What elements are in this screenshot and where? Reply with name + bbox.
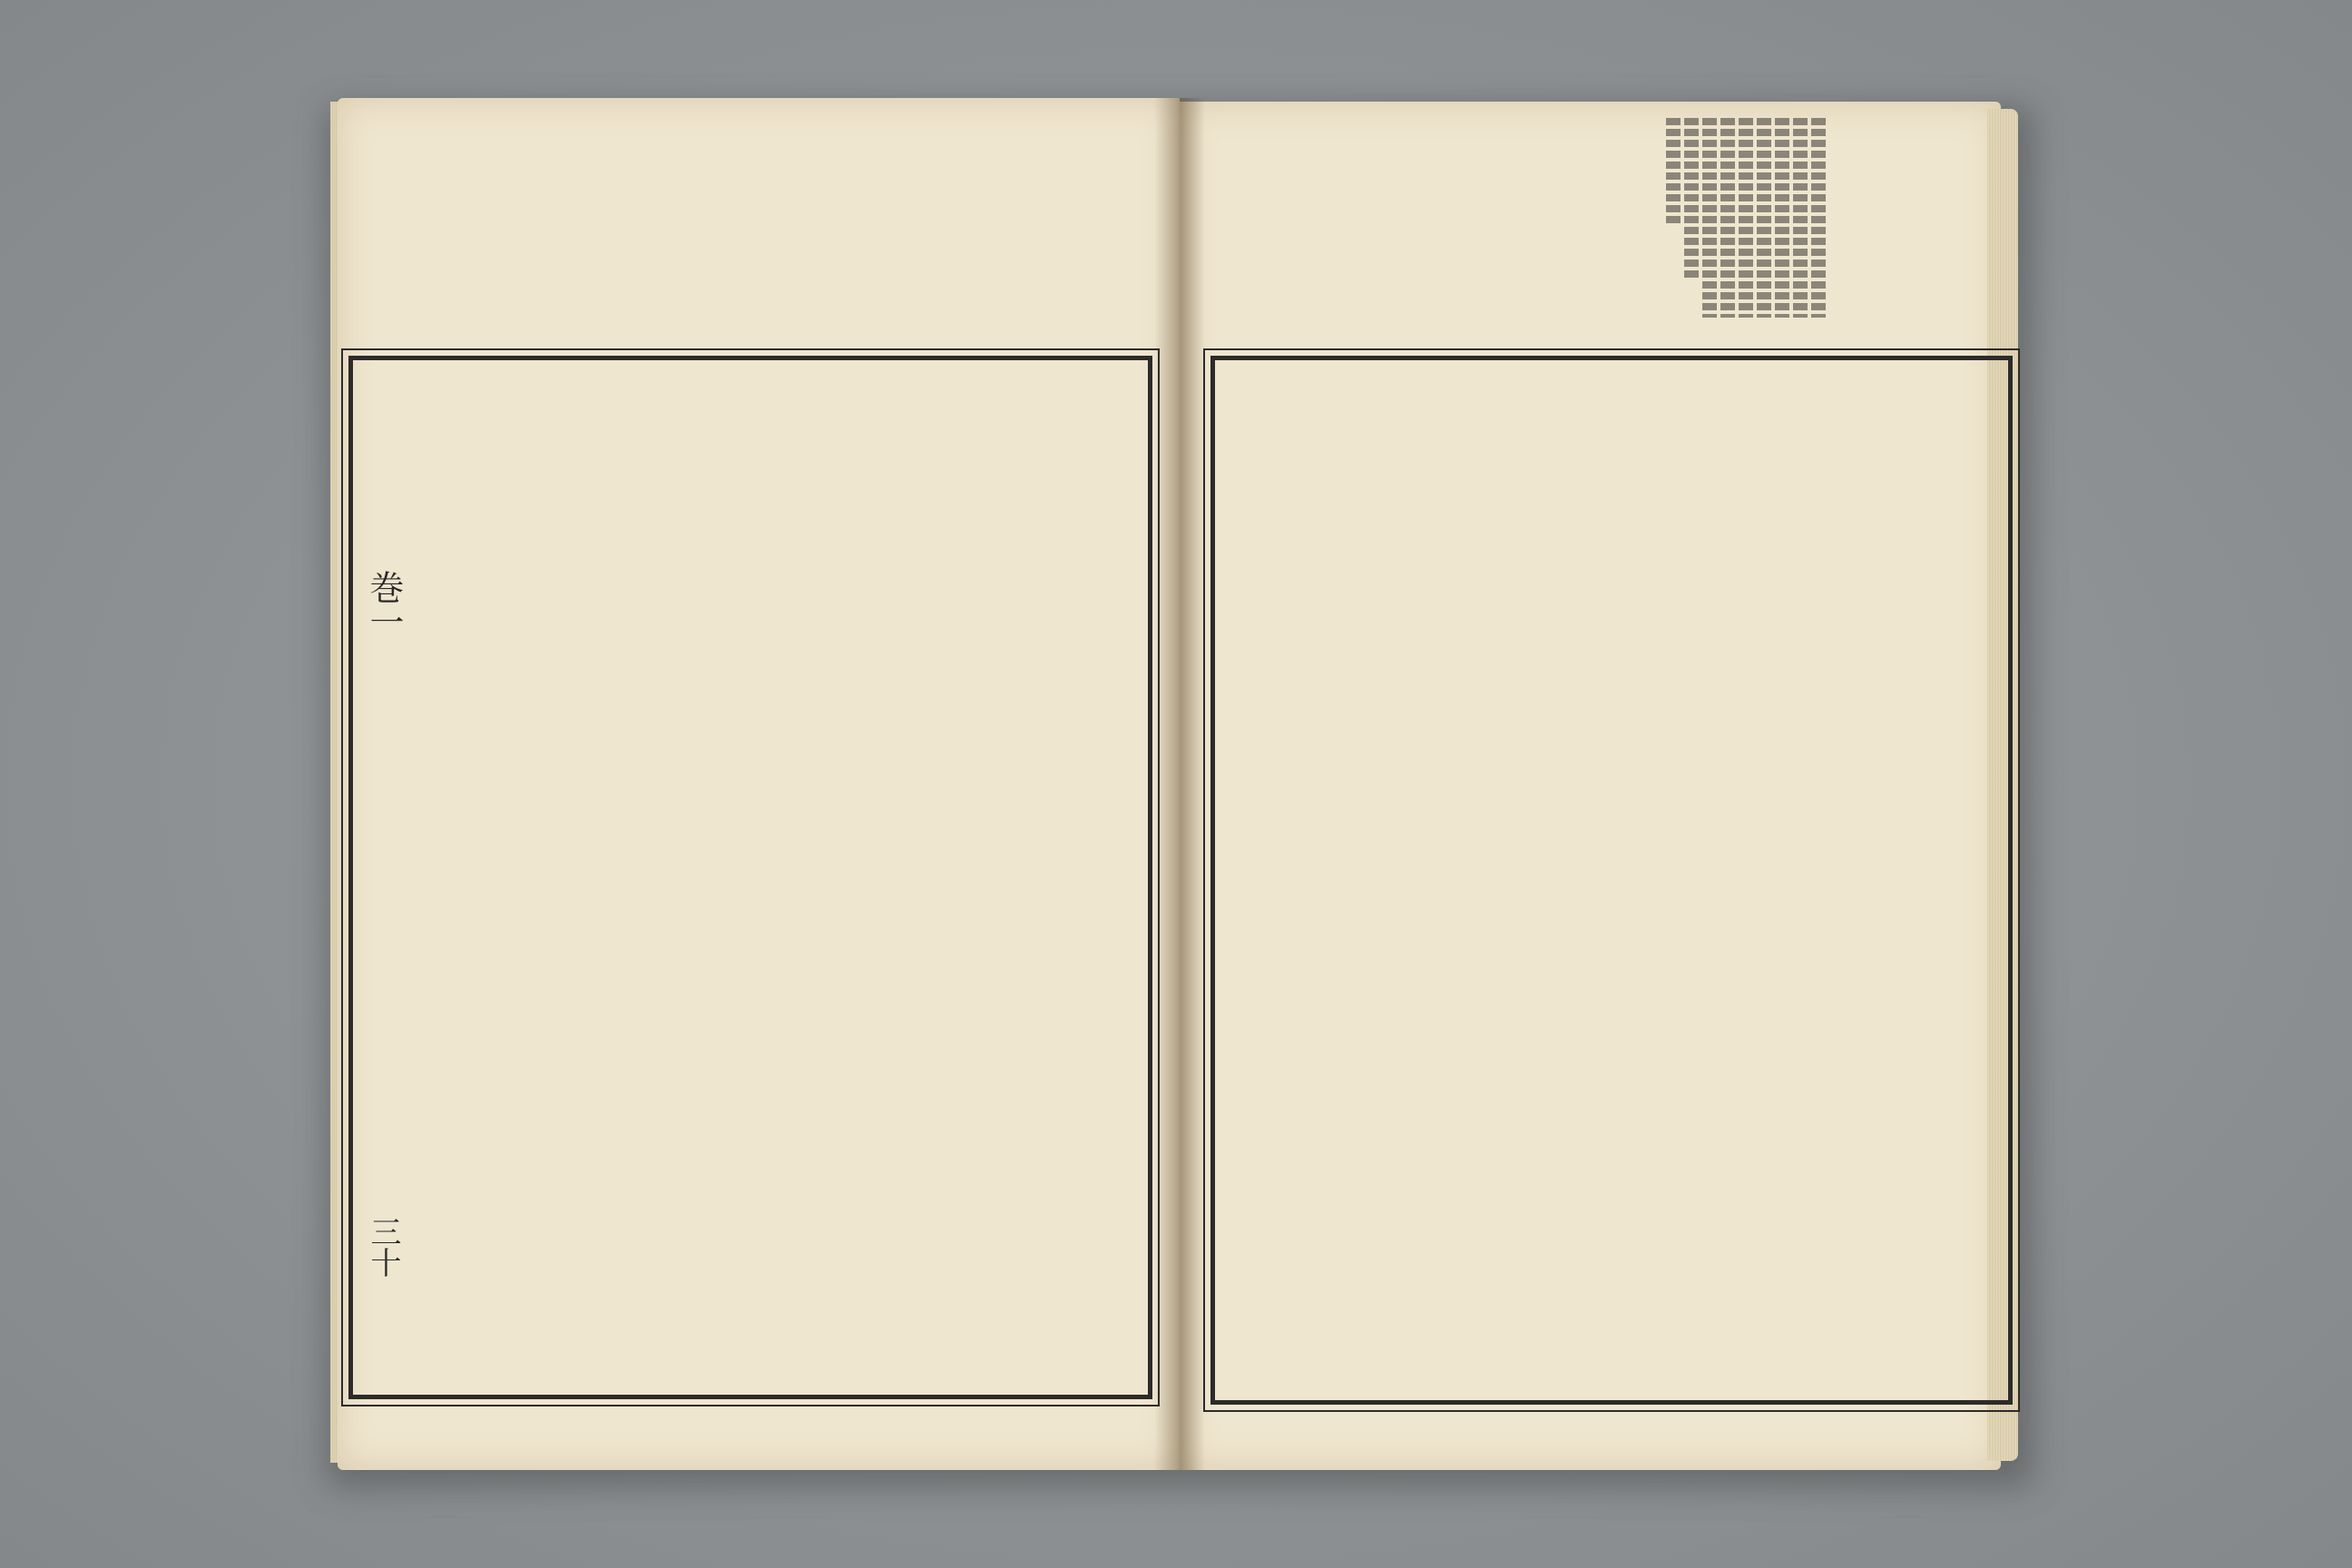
left-text-frame (348, 356, 1152, 1399)
right-text-frame (1210, 356, 2013, 1405)
book-gutter (1154, 98, 1205, 1470)
header-annotation-notes (1639, 118, 1829, 327)
volume-label: 巻一 (364, 570, 404, 639)
page-number: 三十 (365, 1216, 401, 1278)
